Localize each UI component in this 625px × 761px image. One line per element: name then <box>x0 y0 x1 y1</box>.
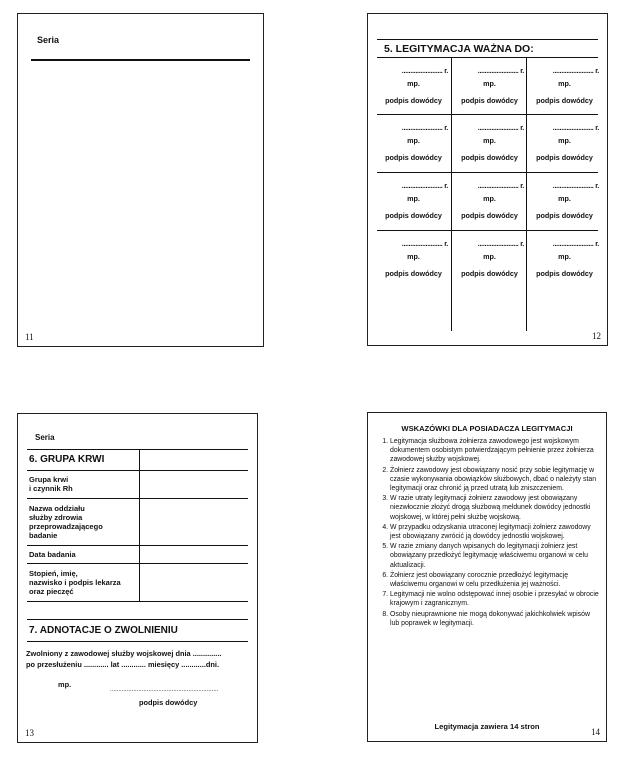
stamp-label: mp. <box>483 136 496 145</box>
rule <box>27 470 248 471</box>
guideline-item: 7. Legitymacji nie wolno odstępować innej osobie i przesyłać w obrocie krajowym i zagranicznym. <box>390 590 600 608</box>
guideline-item: 1. Legitymacja służbowa żołnierza zawodowego jest wojskowym dokumentem osobistym potwierdzającym pełnienie przez żołnierza zawodowej służby wojskowej. <box>390 437 600 465</box>
signature-label: podpis dowódcy <box>536 96 593 105</box>
rule <box>377 39 598 40</box>
row-health-unit: Nazwa oddziału służby zdrowia przeprowadzającego badanie <box>29 504 103 540</box>
blood-group-title: 6. GRUPA KRWI <box>29 454 105 465</box>
page-count-note: Legitymacja zawiera 14 stron <box>434 722 540 731</box>
rule <box>27 563 248 564</box>
date-field: ........................ r. <box>401 66 448 75</box>
validity-cell <box>453 116 526 172</box>
page-number: 12 <box>592 331 601 341</box>
rule <box>27 601 248 602</box>
validity-cell <box>377 116 450 172</box>
page-number: 13 <box>25 728 34 738</box>
service-length-line: po przesłużeniu ............ lat ............ miesięcy ............dni. <box>26 660 220 669</box>
signature-label: podpis dowódcy <box>536 211 593 220</box>
column-divider <box>526 57 527 331</box>
stamp-label: mp. <box>558 79 571 88</box>
signature-label: podpis dowódcy <box>461 153 518 162</box>
discharge-date-line: Zwolniony z zawodowej służby wojskowej dnia .............. <box>26 649 222 658</box>
validity-cell <box>453 232 526 288</box>
stamp-label: mp. <box>558 252 571 261</box>
date-field: ........................ r. <box>552 66 599 75</box>
stamp-label: mp. <box>483 252 496 261</box>
rule <box>377 172 598 173</box>
seria-label: Seria <box>37 35 60 45</box>
stamp-label: mp. <box>407 194 420 203</box>
signature-dots: ................................................................. <box>110 687 219 693</box>
stamp-label: mp. <box>558 194 571 203</box>
guideline-item: 3. W razie utraty legitymacji żołnierz zawodowy jest obowiązany niezwłocznie złożyć drogą służbową meldunek dowódcy jednostki wojskowej, w której pełni służbę wojskową. <box>390 494 600 522</box>
date-field: ........................ r. <box>401 181 448 190</box>
signature-label: podpis dowódcy <box>461 211 518 220</box>
rule <box>377 230 598 231</box>
discharge-title: 7. ADNOTACJE O ZWOLNIENIU <box>29 625 178 636</box>
signature-label: podpis dowódcy <box>139 698 198 707</box>
stamp-label: mp. <box>483 79 496 88</box>
date-field: ........................ r. <box>401 123 448 132</box>
guideline-item: 4. W przypadku odzyskania utraconej legitymacji żołnierz zawodowy jest obowiązany zwrócić ją dowódcy jednostki wojskowej. <box>390 523 600 541</box>
signature-label: podpis dowódcy <box>461 96 518 105</box>
seria-label: Seria <box>35 433 55 442</box>
stamp-label: mp. <box>407 136 420 145</box>
stamp-label: mp. <box>58 680 72 689</box>
signature-label: podpis dowódcy <box>385 269 442 278</box>
guideline-item: 8. Osoby nieuprawnione nie mogą dokonywać jakichkolwiek wpisów lub poprawek w legitymacji. <box>390 610 600 628</box>
rule <box>27 641 248 642</box>
page-number: 11 <box>25 332 34 342</box>
date-field: ........................ r. <box>477 239 524 248</box>
validity-cell <box>377 174 450 230</box>
guidelines-title: WSKAZÓWKI DLA POSIADACZA LEGITYMACJI <box>401 424 573 433</box>
row-blood-group: Grupa krwi i czynnik Rh <box>29 475 73 493</box>
page-13 <box>17 413 258 743</box>
signature-label: podpis dowódcy <box>385 153 442 162</box>
date-field: ........................ r. <box>552 181 599 190</box>
date-field: ........................ r. <box>552 123 599 132</box>
validity-cell <box>528 116 601 172</box>
date-field: ........................ r. <box>477 181 524 190</box>
date-field: ........................ r. <box>477 123 524 132</box>
guideline-item: 2. Żołnierz zawodowy jest obowiązany nosić przy sobie legitymację w czasie wykonywania obowiązków służbowych, dbać o należyty stan legitymacji oraz chronić ją przed utratą lub zniszczeniem. <box>390 466 600 494</box>
guidelines-list <box>378 437 600 629</box>
rule <box>377 57 598 58</box>
signature-label: podpis dowódcy <box>536 269 593 278</box>
stamp-label: mp. <box>483 194 496 203</box>
stamp-label: mp. <box>407 79 420 88</box>
page-number: 14 <box>591 727 600 737</box>
signature-label: podpis dowódcy <box>385 96 442 105</box>
rule <box>27 498 248 499</box>
guideline-item: 6. Żołnierz jest obowiązany corocznie przedłożyć legitymację właściwemu organowi w celu przedłużenia jej ważności. <box>390 571 600 589</box>
rule <box>27 449 248 450</box>
validity-cell <box>528 59 601 115</box>
date-field: ........................ r. <box>477 66 524 75</box>
date-field: ........................ r. <box>552 239 599 248</box>
validity-cell <box>528 174 601 230</box>
row-exam-date: Data badania <box>29 550 76 559</box>
column-divider <box>451 57 452 331</box>
column-divider <box>139 449 140 601</box>
page-11 <box>17 13 264 347</box>
validity-cell <box>528 232 601 288</box>
validity-cell <box>453 59 526 115</box>
row-doctor: Stopień, imię, nazwisko i podpis lekarza oraz pieczęć <box>29 569 121 596</box>
rule <box>27 619 248 620</box>
date-field: ........................ r. <box>401 239 448 248</box>
rule <box>27 545 248 546</box>
page-14 <box>367 412 607 742</box>
validity-cell <box>453 174 526 230</box>
signature-label: podpis dowódcy <box>385 211 442 220</box>
stamp-label: mp. <box>407 252 420 261</box>
validity-cell <box>377 232 450 288</box>
signature-label: podpis dowódcy <box>461 269 518 278</box>
signature-label: podpis dowódcy <box>536 153 593 162</box>
page-12 <box>367 13 608 346</box>
seria-line <box>31 59 250 61</box>
validity-title: 5. LEGITYMACJA WAŻNA DO: <box>384 43 534 55</box>
guideline-item: 5. W razie zmiany danych wpisanych do legitymacji żołnierz jest obowiązany przedłożyć legitymację właściwemu organowi w celu aktualizacji. <box>390 542 600 570</box>
stamp-label: mp. <box>558 136 571 145</box>
validity-cell <box>377 59 450 115</box>
